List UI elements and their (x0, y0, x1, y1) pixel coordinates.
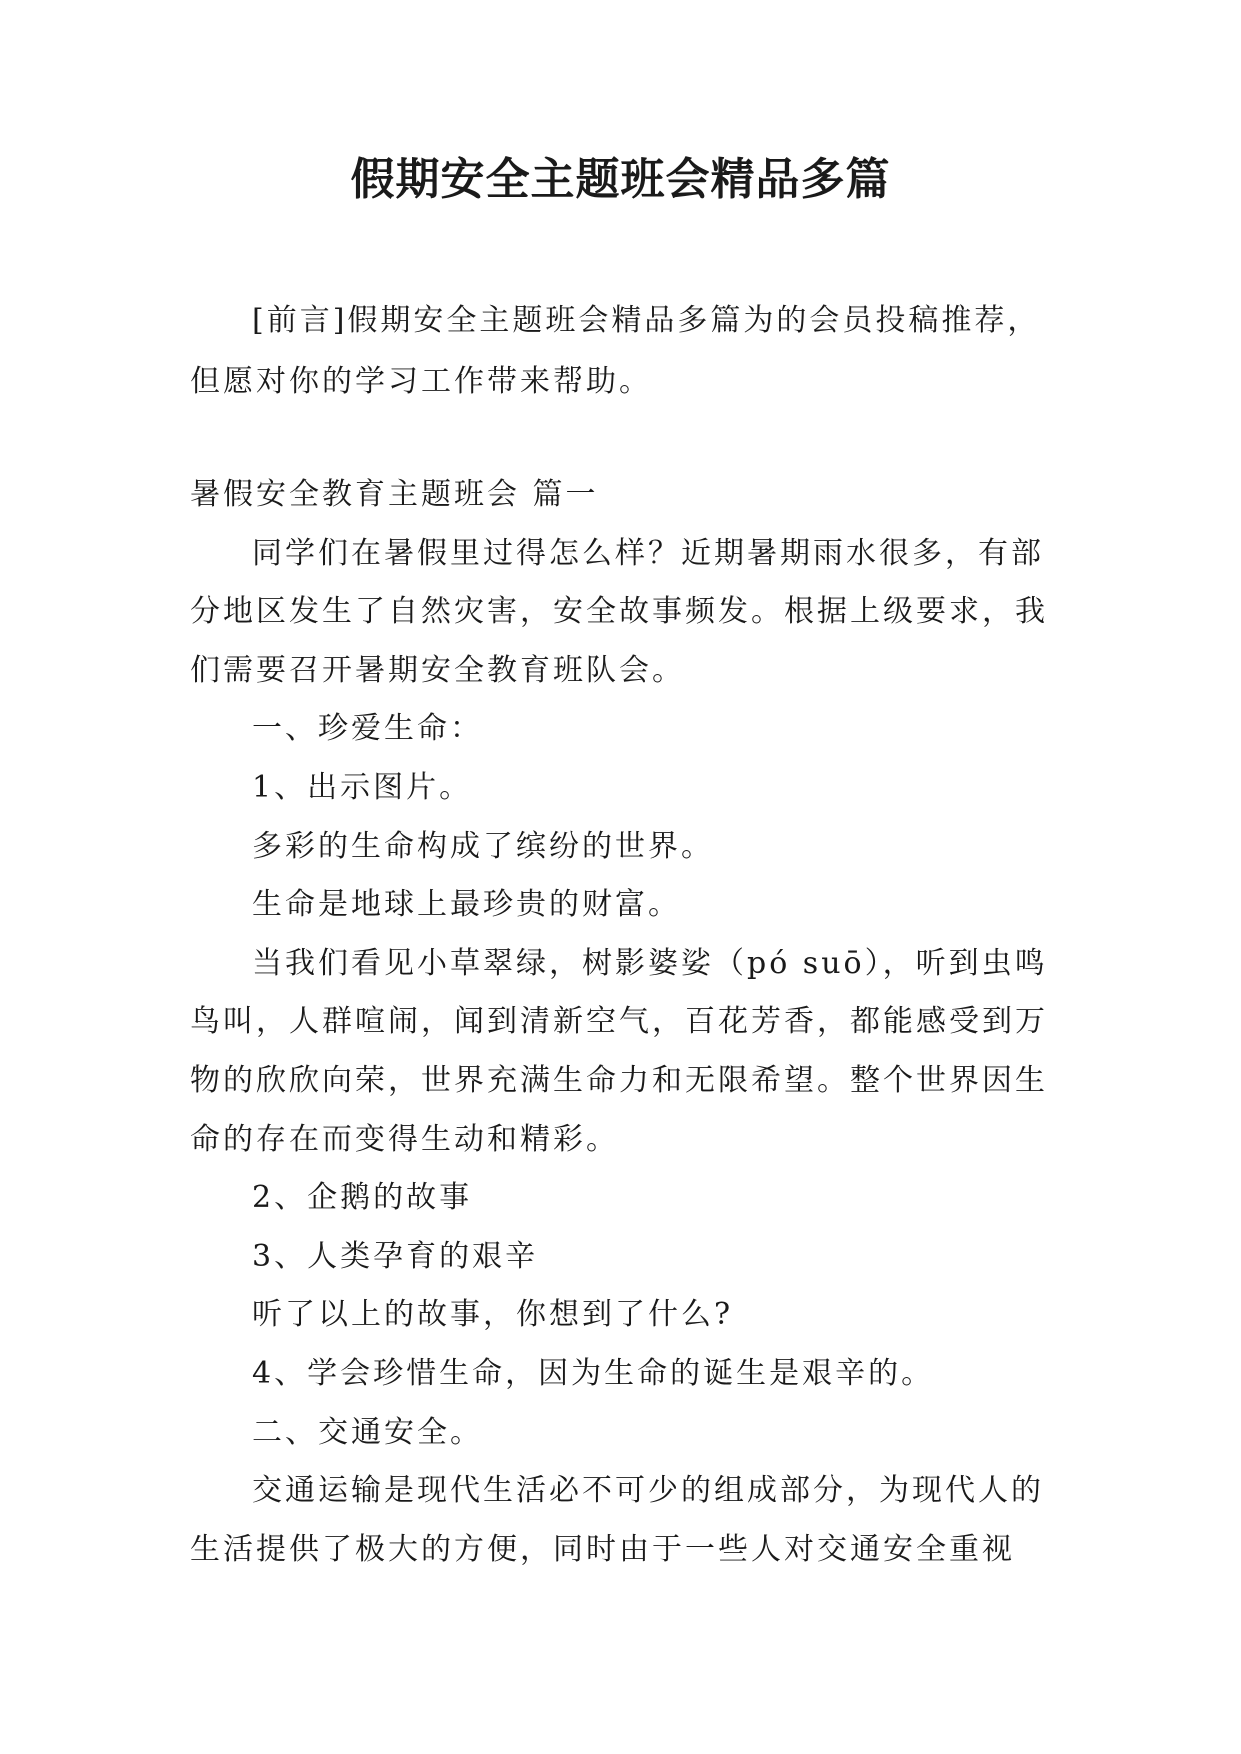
paragraph: 1、出示图片。 (252, 769, 473, 805)
paragraph: 一、珍爱生命： (252, 711, 483, 747)
document-title: 假期安全主题班会精品多篇 (350, 154, 891, 205)
preface-paragraph: [前言]假期安全主题班会精品多篇为的会员投稿推荐，但愿对你的学习工作带来帮助。 (190, 303, 1041, 399)
paragraph: 2、企鹅的故事 (252, 1180, 473, 1216)
section-1 (190, 466, 1050, 1579)
paragraph: 听了以上的故事，你想到了什么? (252, 1297, 734, 1333)
paragraph: 生命是地球上最珍贵的财富。 (252, 887, 681, 923)
paragraph: 4、学会珍惜生命，因为生命的诞生是艰辛的。 (252, 1355, 935, 1391)
paragraph: 3、人类孕育的艰辛 (252, 1238, 539, 1274)
paragraph: 二、交通安全。 (252, 1414, 483, 1450)
paragraph: 同学们在暑假里过得怎么样？近期暑期雨水很多，有部分地区发生了自然灾害，安全故事频发。根据上级要求，我们需要召开暑期安全教育班队会。 (190, 535, 1048, 688)
section-heading: 暑假安全教育主题班会 篇一 (190, 477, 599, 512)
paragraph: 当我们看见小草翠绿，树影婆娑（pó suō），听到虫鸣鸟叫，人群喧闹，闻到清新空气，百花芳香，都能感受到万物的欣欣向荣，世界充满生命力和无限希望。整个世界因生命的存在而变得生动和精彩。 (190, 945, 1048, 1157)
paragraph: 交通运输是现代生活必不可少的组成部分，为现代人的生活提供了极大的方便，同时由于一些人对交通安全重视 (190, 1473, 1044, 1567)
paragraph: 多彩的生命构成了缤纷的世界。 (252, 828, 714, 864)
